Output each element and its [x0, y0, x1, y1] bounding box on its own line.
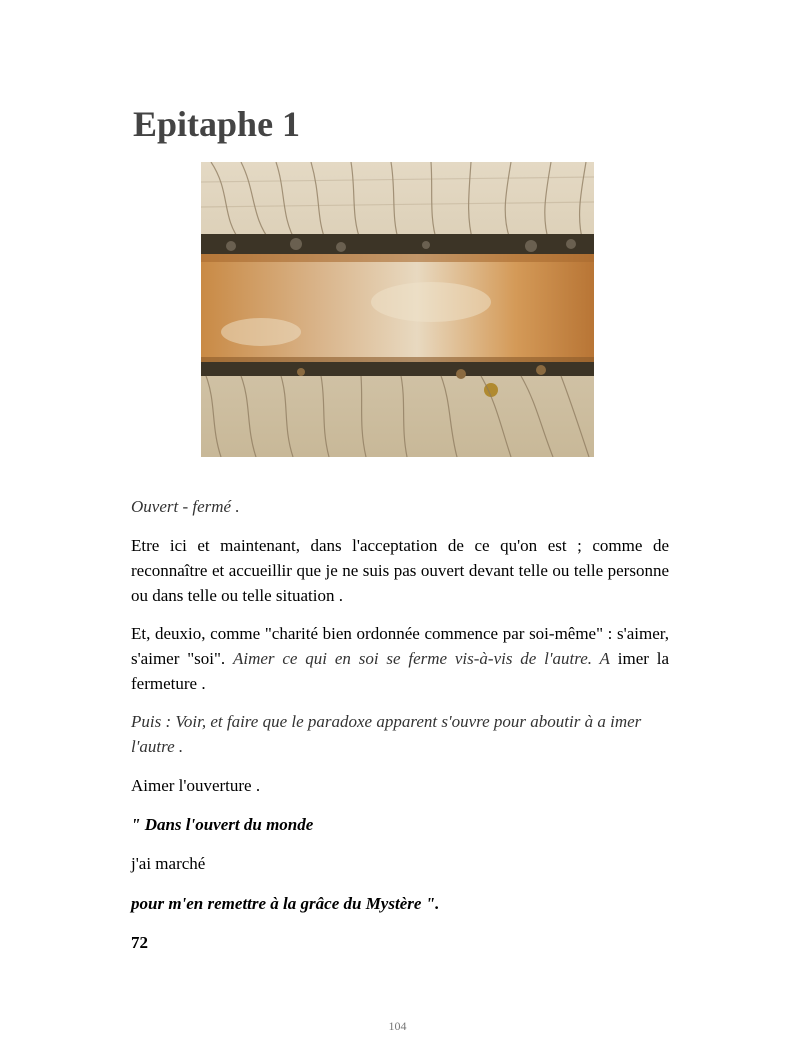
paragraph-3: Puis : Voir, et faire que le paradoxe apparent s'ouvre pour aboutir à a imer l'autre .: [131, 712, 642, 756]
line-aimer-ouverture: Aimer l'ouverture .: [131, 776, 261, 795]
weathered-wood-rusted-bar-photo: [201, 162, 594, 457]
poem-line-1: " Dans l'ouvert du monde: [131, 815, 314, 834]
page-number: 104: [388, 1019, 407, 1033]
poem-line-2: j'ai marché: [131, 854, 206, 873]
caption: Ouvert - fermé .: [131, 497, 240, 516]
poem-line-3: pour m'en remettre à la grâce du Mystère ".: [131, 894, 440, 913]
page-title: Epitaphe 1: [133, 104, 301, 144]
paragraph-2-plain: Et, deuxio, comme "charité bien ordonnée commence par soi-même" : s'aimer, s'aimer "soi".: [131, 624, 669, 668]
paragraph-2-end: imer la fermeture .: [131, 649, 670, 693]
paragraph-1: Etre ici et maintenant, dans l'acceptation de ce qu'on est ; comme de reconnaître et accueillir que je ne suis pas ouvert devant telle ou telle personne ou dans telle ou telle situation .: [131, 536, 669, 605]
paragraph-2-italic: Aimer ce qui en soi se ferme vis-à-vis de l'autre. A: [233, 649, 610, 668]
poem-number: 72: [131, 933, 148, 952]
paragraph-2: [131, 621, 669, 696]
